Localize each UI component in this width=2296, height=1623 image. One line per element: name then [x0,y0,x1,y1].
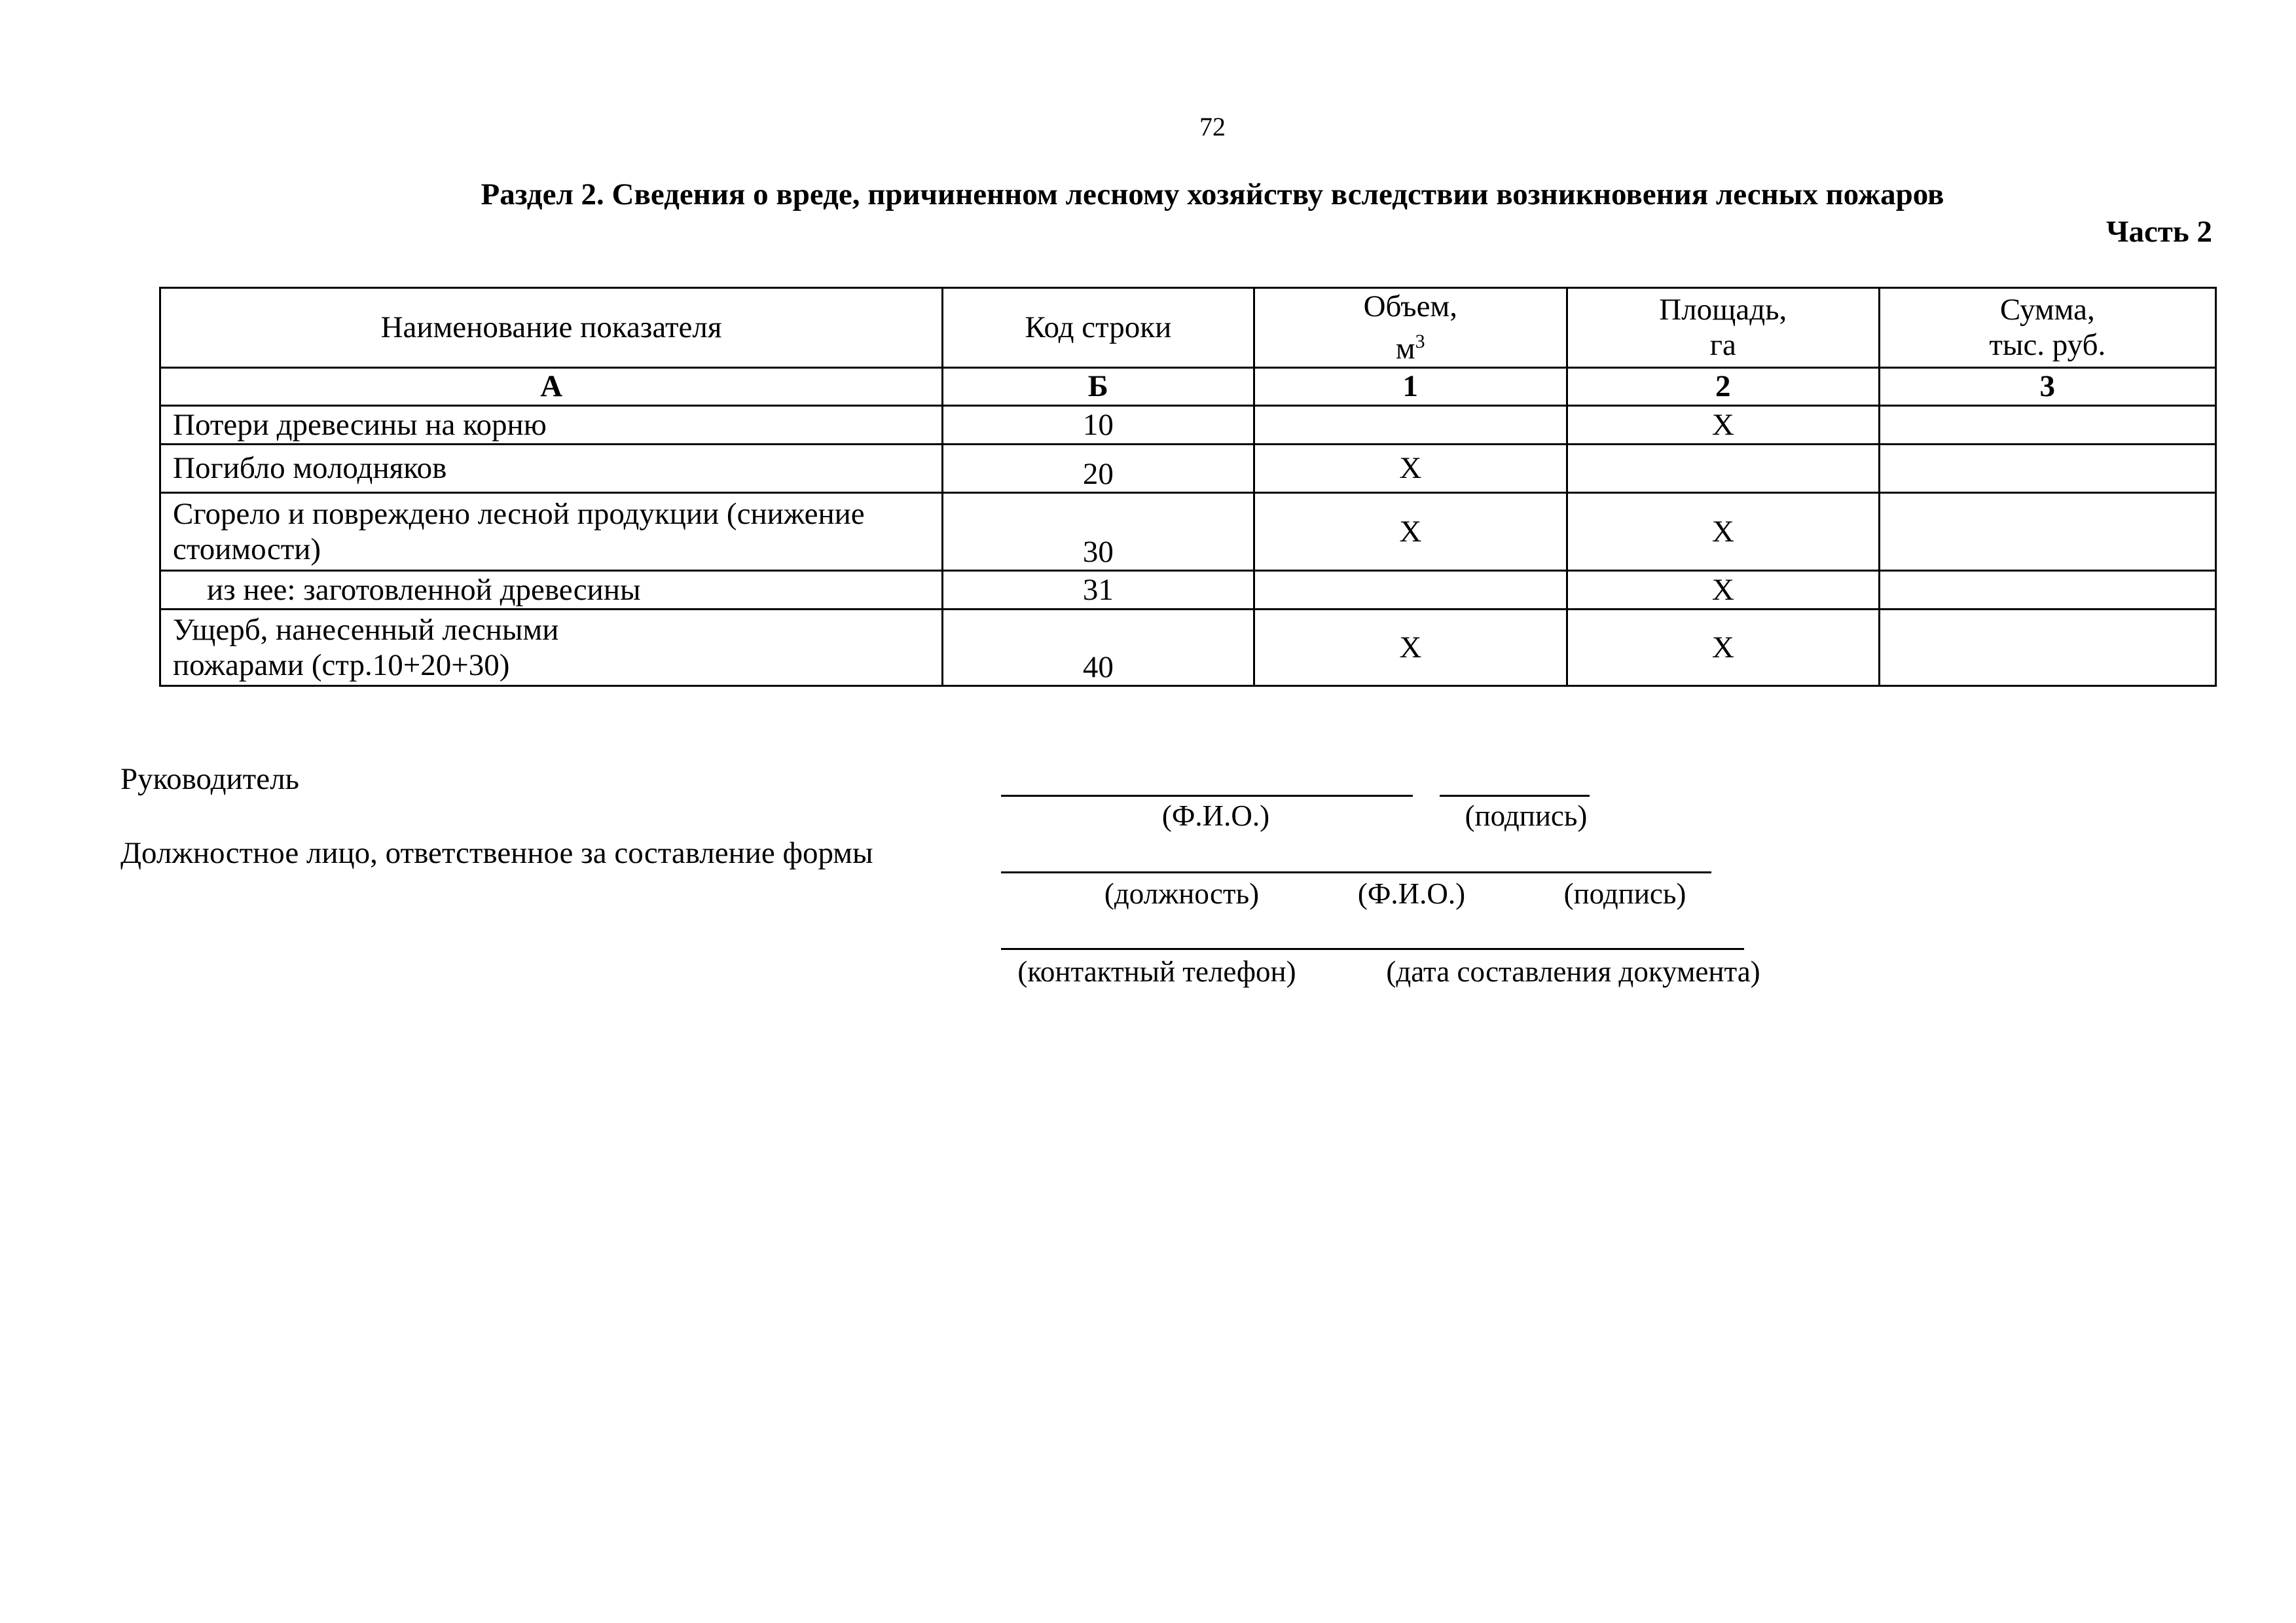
header-volume: Объем, $м^3$ [1254,288,1567,368]
head-sign-caption: (подпись) [1465,799,1588,832]
row-area: Х [1567,492,1880,570]
header-sum: Сумма, тыс. руб. [1879,288,2215,368]
column-letter: 2 [1567,367,1880,405]
page-number: 72 [1199,112,1226,141]
row-area: Х [1567,405,1880,444]
row-name: Ущерб, нанесенный лесными пожарами (стр.10+20+30) [160,609,943,685]
header-area: Площадь, га [1567,288,1880,368]
column-letter: А [160,367,943,405]
row-volume [1254,570,1567,609]
official-position-caption: (должность) [1104,877,1260,910]
table-row [160,570,2216,609]
row-sum [1879,444,2215,492]
date-caption: (дата составления документа) [1386,955,1760,988]
table-row [160,609,2216,685]
header-code: Код строки [943,288,1254,368]
column-letter: Б [943,367,1254,405]
row-volume [1254,405,1567,444]
column-letter: 1 [1254,367,1567,405]
row-code: 40 [943,609,1254,685]
head-fio-line[interactable] [1001,795,1413,797]
head-sign-line[interactable] [1440,795,1590,797]
row-code: 20 [943,444,1254,492]
official-sign-caption: (подпись) [1563,877,1686,910]
row-area: Х [1567,609,1880,685]
contact-line[interactable] [1001,948,1744,950]
table-row [160,492,2216,570]
official-label: Должностное лицо, ответственное за составление формы [120,836,873,870]
row-volume: Х [1254,444,1567,492]
row-volume: Х [1254,609,1567,685]
column-letters-row [160,367,2216,405]
table-row [160,444,2216,492]
official-line[interactable] [1001,871,1711,873]
row-sum [1879,492,2215,570]
damage-table [159,287,2217,687]
official-fio-caption: (Ф.И.О.) [1357,877,1466,910]
row-name: Потери древесины на корню [160,405,943,444]
table-row [160,405,2216,444]
row-volume: Х [1254,492,1567,570]
row-area: Х [1567,570,1880,609]
row-name: из нее: заготовленной древесины [160,570,943,609]
part-label: Часть 2 [2105,215,2212,249]
phone-caption: (контактный телефон) [1017,955,1296,988]
row-code: 10 [943,405,1254,444]
header-name: Наименование показателя [160,288,943,368]
section-title: Раздел 2. Сведения о вреде, причиненном лесному хозяйству вследствии возникновения лесных пожаров [481,177,1944,211]
column-letter: 3 [1879,367,2215,405]
row-sum [1879,609,2215,685]
row-sum [1879,570,2215,609]
row-area [1567,444,1880,492]
row-name: Погибло молодняков [160,444,943,492]
head-label: Руководитель [120,762,299,796]
row-sum [1879,405,2215,444]
head-fio-caption: (Ф.И.О.) [1161,799,1270,832]
row-code: 30 [943,492,1254,570]
row-code: 31 [943,570,1254,609]
row-name: Сгорело и повреждено лесной продукции (снижение стоимости) [160,492,943,570]
table-header-row [160,288,2216,368]
